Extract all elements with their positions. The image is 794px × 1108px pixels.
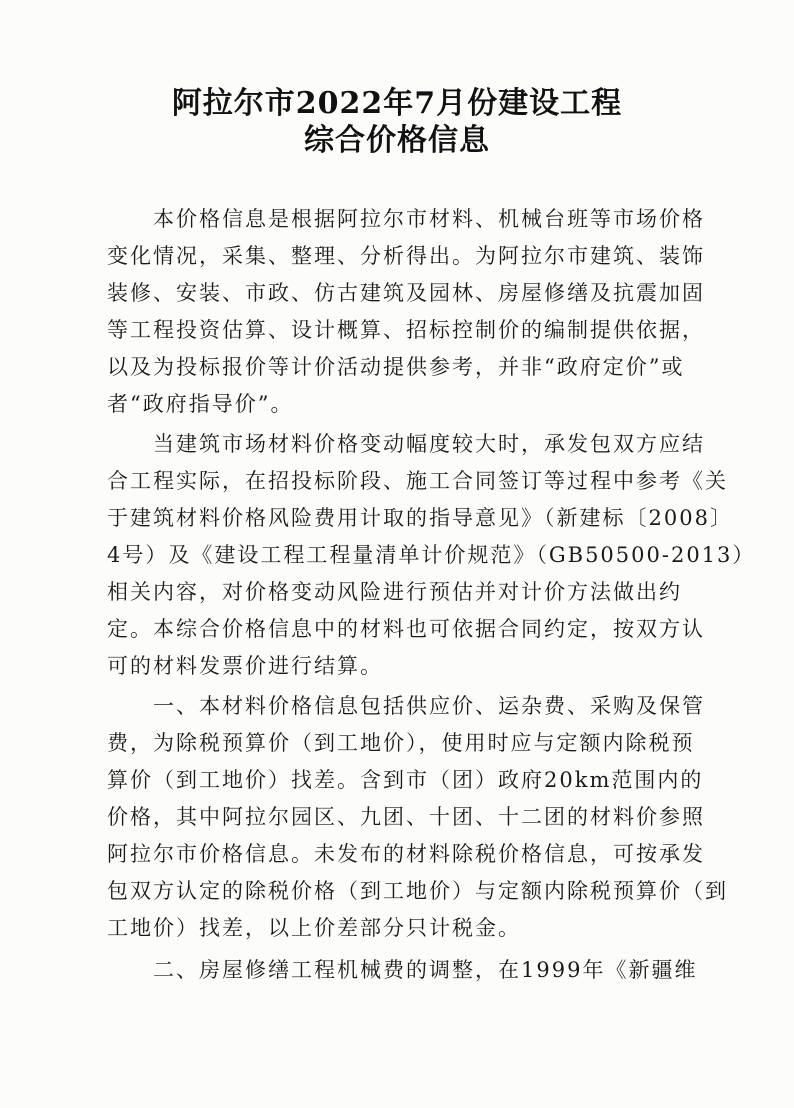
paragraph-line: 价格，其中阿拉尔园区、九团、十团、十二团的材料价参照 xyxy=(107,805,705,829)
paragraph-line: 包双方认定的除税价格（到工地价）与定额内除税预算价（到 xyxy=(107,879,728,903)
paragraph-line: 装修、安装、市政、仿古建筑及园林、房屋修缮及抗震加固 xyxy=(107,281,705,305)
paragraph-line: 以及为投标报价等计价活动提供参考，并非“政府定价”或 xyxy=(107,355,685,379)
paragraph-line: 定。本综合价格信息中的材料也可依据合同约定，按双方认 xyxy=(107,617,705,641)
paragraph-line: 本价格信息是根据阿拉尔市材料、机械台班等市场价格 xyxy=(107,207,705,231)
paragraph-line: 者“政府指导价”。 xyxy=(107,392,294,416)
paragraph-line: 合工程实际，在招投标阶段、施工合同签订等过程中参考《关 xyxy=(107,469,728,493)
paragraph-line: 等工程投资估算、设计概算、招标控制价的编制提供依据， xyxy=(107,318,705,342)
paragraph-line: 阿拉尔市价格信息。未发布的材料除税价格信息，可按承发 xyxy=(107,842,705,866)
paragraph-line: 4号）及《建设工程工程量清单计价规范》（GB50500-2013） xyxy=(107,543,756,567)
paragraph-line: 于建筑材料价格风险费用计取的指导意见》（新建标〔2008〕 xyxy=(107,506,733,530)
paragraph-line: 费，为除税预算价（到工地价），使用时应与定额内除税预 xyxy=(107,731,695,755)
paragraph-line: 可的材料发票价进行结算。 xyxy=(107,654,383,678)
document-title-line-2: 综合价格信息 xyxy=(304,123,490,158)
paragraph-line: 二、房屋修缮工程机械费的调整，在1999年《新疆维 xyxy=(107,958,698,982)
paragraph-line: 工地价）找差，以上价差部分只计税金。 xyxy=(107,916,521,940)
paragraph-line: 一、本材料价格信息包括供应价、运杂费、采购及保管 xyxy=(107,694,705,718)
paragraph-line: 算价（到工地价）找差。含到市（团）政府20km范围内的 xyxy=(107,768,704,792)
paragraph-line: 变化情况，采集、整理、分析得出。为阿拉尔市建筑、装饰 xyxy=(107,244,705,268)
paragraph-line: 当建筑市场材料价格变动幅度较大时，承发包双方应结 xyxy=(107,432,705,456)
paragraph-line: 相关内容，对价格变动风险进行预估并对计价方法做出约 xyxy=(107,580,682,604)
document-title-line-1: 阿拉尔市2022年7月份建设工程 xyxy=(171,86,623,121)
